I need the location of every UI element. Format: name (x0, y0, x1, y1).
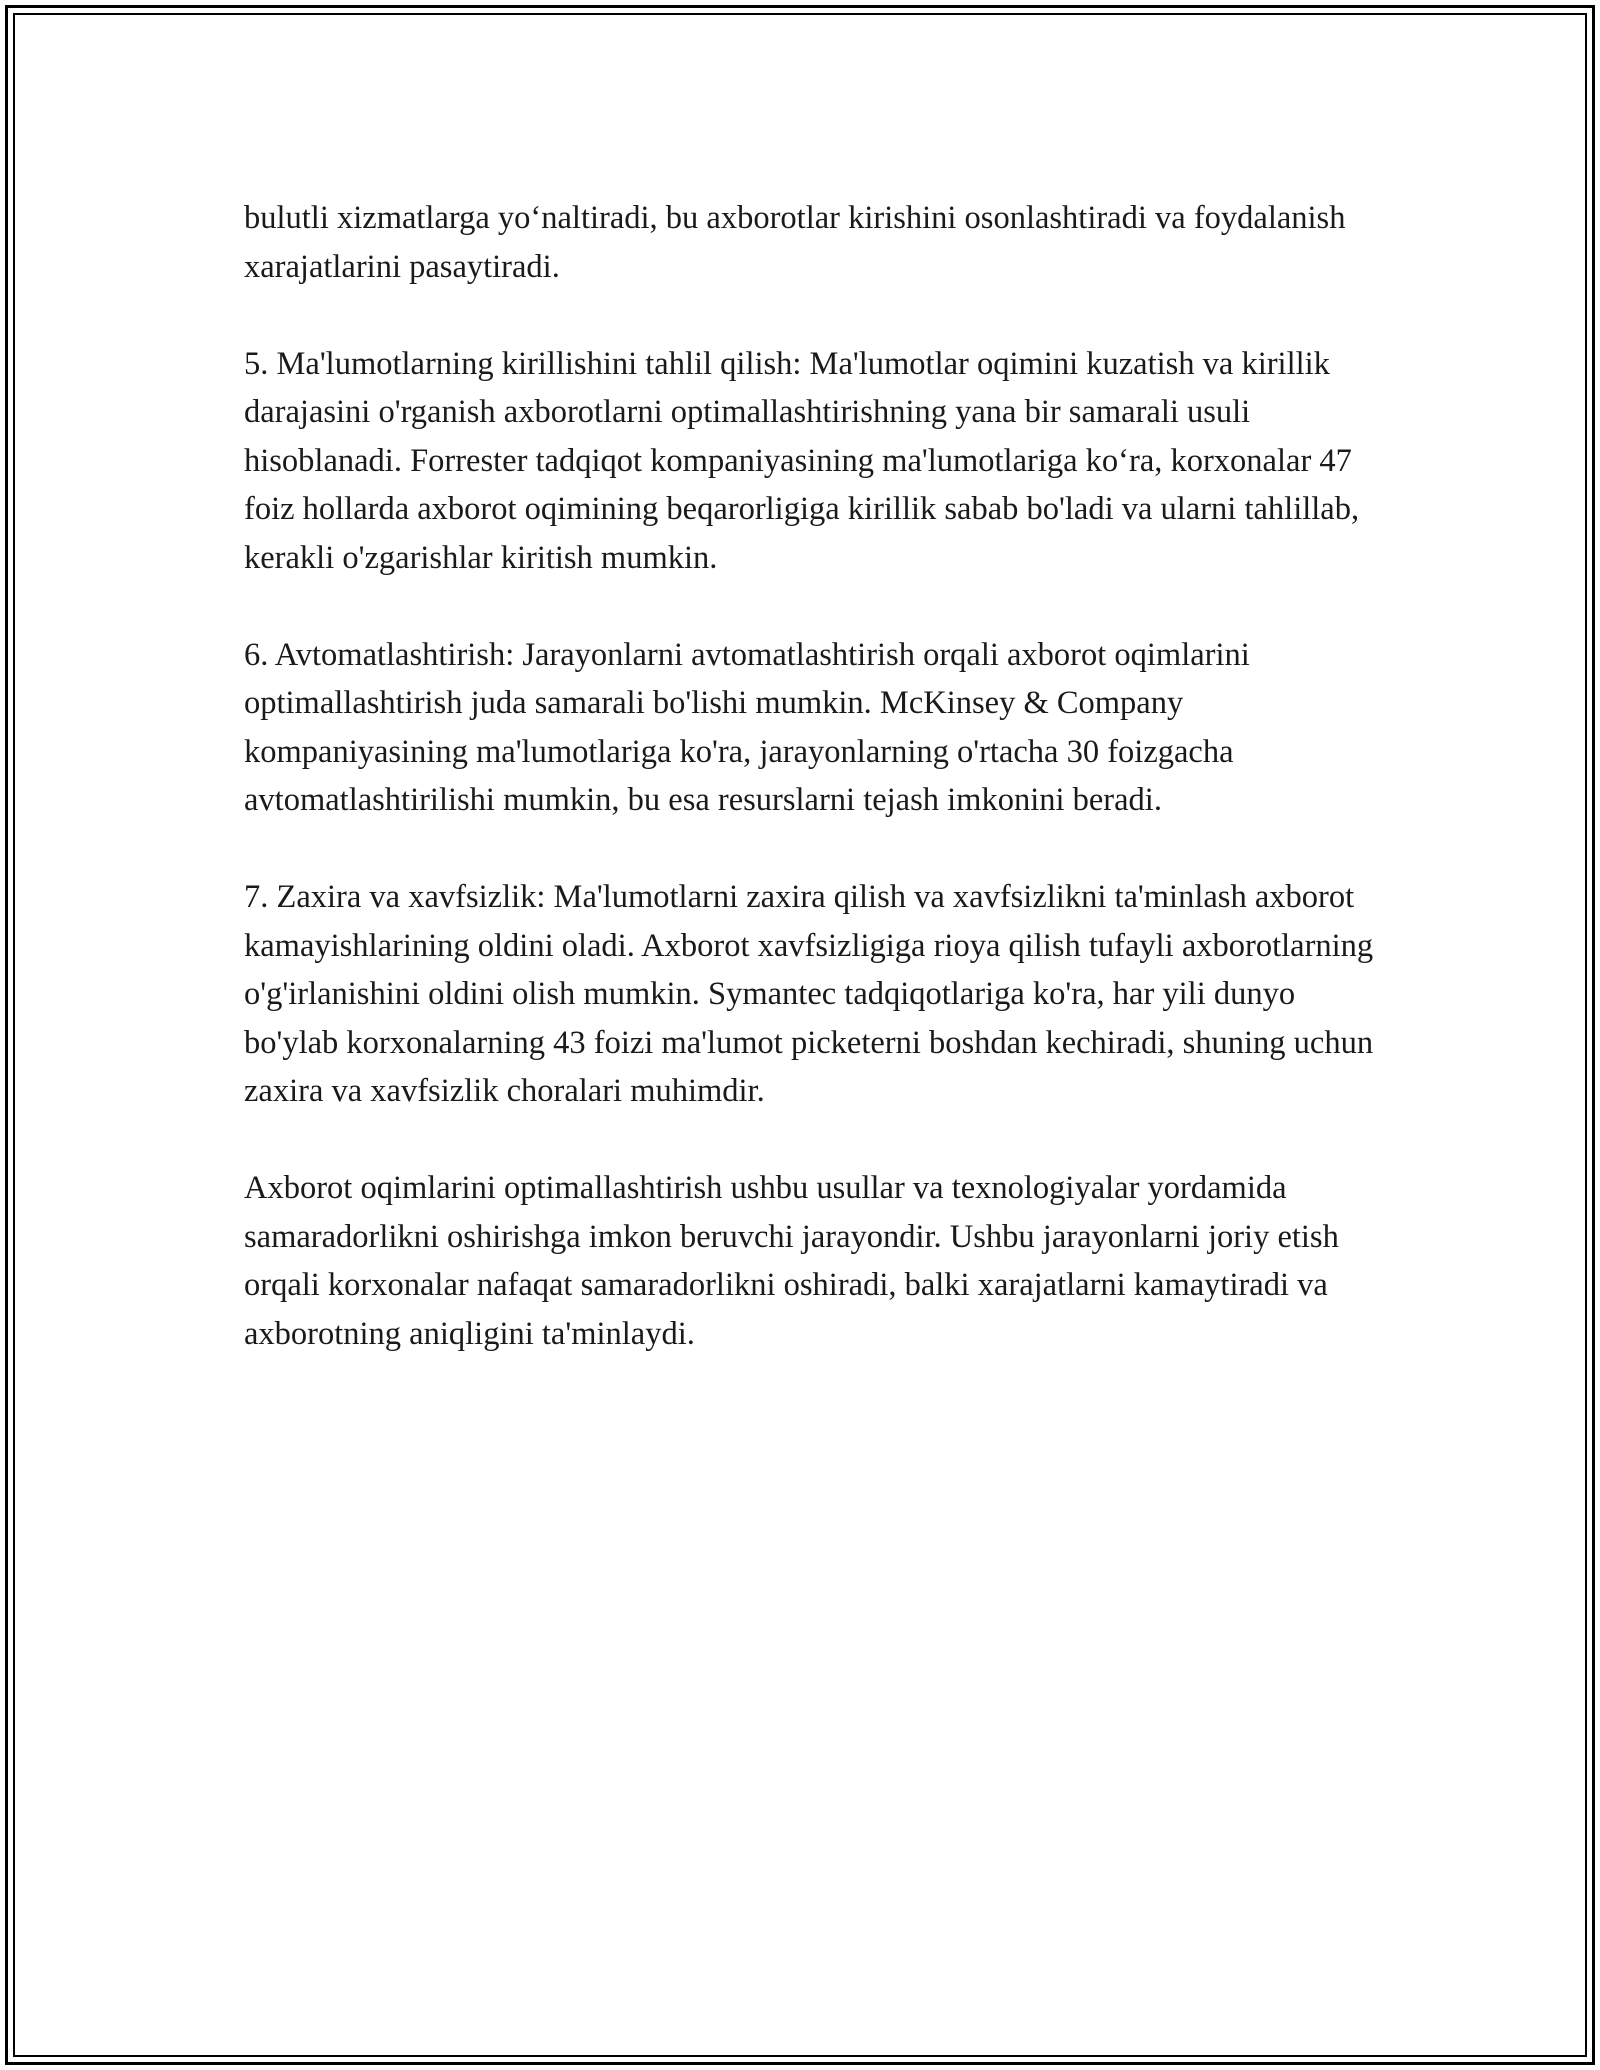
page-body (244, 194, 1384, 1358)
paragraph-item-7: 7. Zaxira va xavfsizlik: Ma'lumotlarni zaxira qilish va xavfsizlikni ta'minlash axborot kamayishlarining oldini oladi. Axborot xavfsizligiga rioya qilish tufayli axborotlarning o'g'irlanishini oldini olish mumkin. Symantec tadqiqotlariga ko'ra, har yili dunyo bo'ylab korxonalarning 43 foizi ma'lumot picketerni boshdan kechiradi, shuning uchun zaxira va xavfsizlik choralari muhimdir. (244, 879, 1374, 1109)
paragraph-item-6: 6. Avtomatlashtirish: Jarayonlarni avtomatlashtirish orqali axborot oqimlarini optimallashtirish juda samarali bo'lishi mumkin. McKinsey & Company kompaniyasining ma'lumotlariga ko'ra, jarayonlarning o'rtacha 30 foizgacha avtomatlashtirilishi mumkin, bu esa resurslarni tejash imkonini beradi. (244, 636, 1250, 818)
paragraph-conclusion: Axborot oqimlarini optimallashtirish ushbu usullar va texnologiyalar yordamida samaradorlikni oshirishga imkon beruvchi jarayondir. Ushbu jarayonlarni joriy etish orqali korxonalar nafaqat samaradorlikni oshiradi, balki xarajatlarni kamaytiradi va axborotning aniqligini ta'minlaydi. (244, 1170, 1339, 1352)
paragraph-continuation: bulutli xizmatlarga yo‘naltiradi, bu axborotlar kirishini osonlashtiradi va foydalanish xarajatlarini pasaytiradi. (244, 200, 1346, 285)
page-frame (5, 5, 1595, 2065)
paragraph-item-5: 5. Ma'lumotlarning kirillishini tahlil qilish: Ma'lumotlar oqimini kuzatish va kirillik darajasini o'rganish axborotlarni optimallashtirishning yana bir samarali usuli hisoblanadi. Forrester tadqiqot kompaniyasining ma'lumotlariga ko‘ra, korxonalar 47 foiz hollarda axborot oqimining beqarorligiga kirillik sabab bo'ladi va ularni tahlillab, kerakli o'zgarishlar kiritish mumkin. (244, 345, 1360, 576)
